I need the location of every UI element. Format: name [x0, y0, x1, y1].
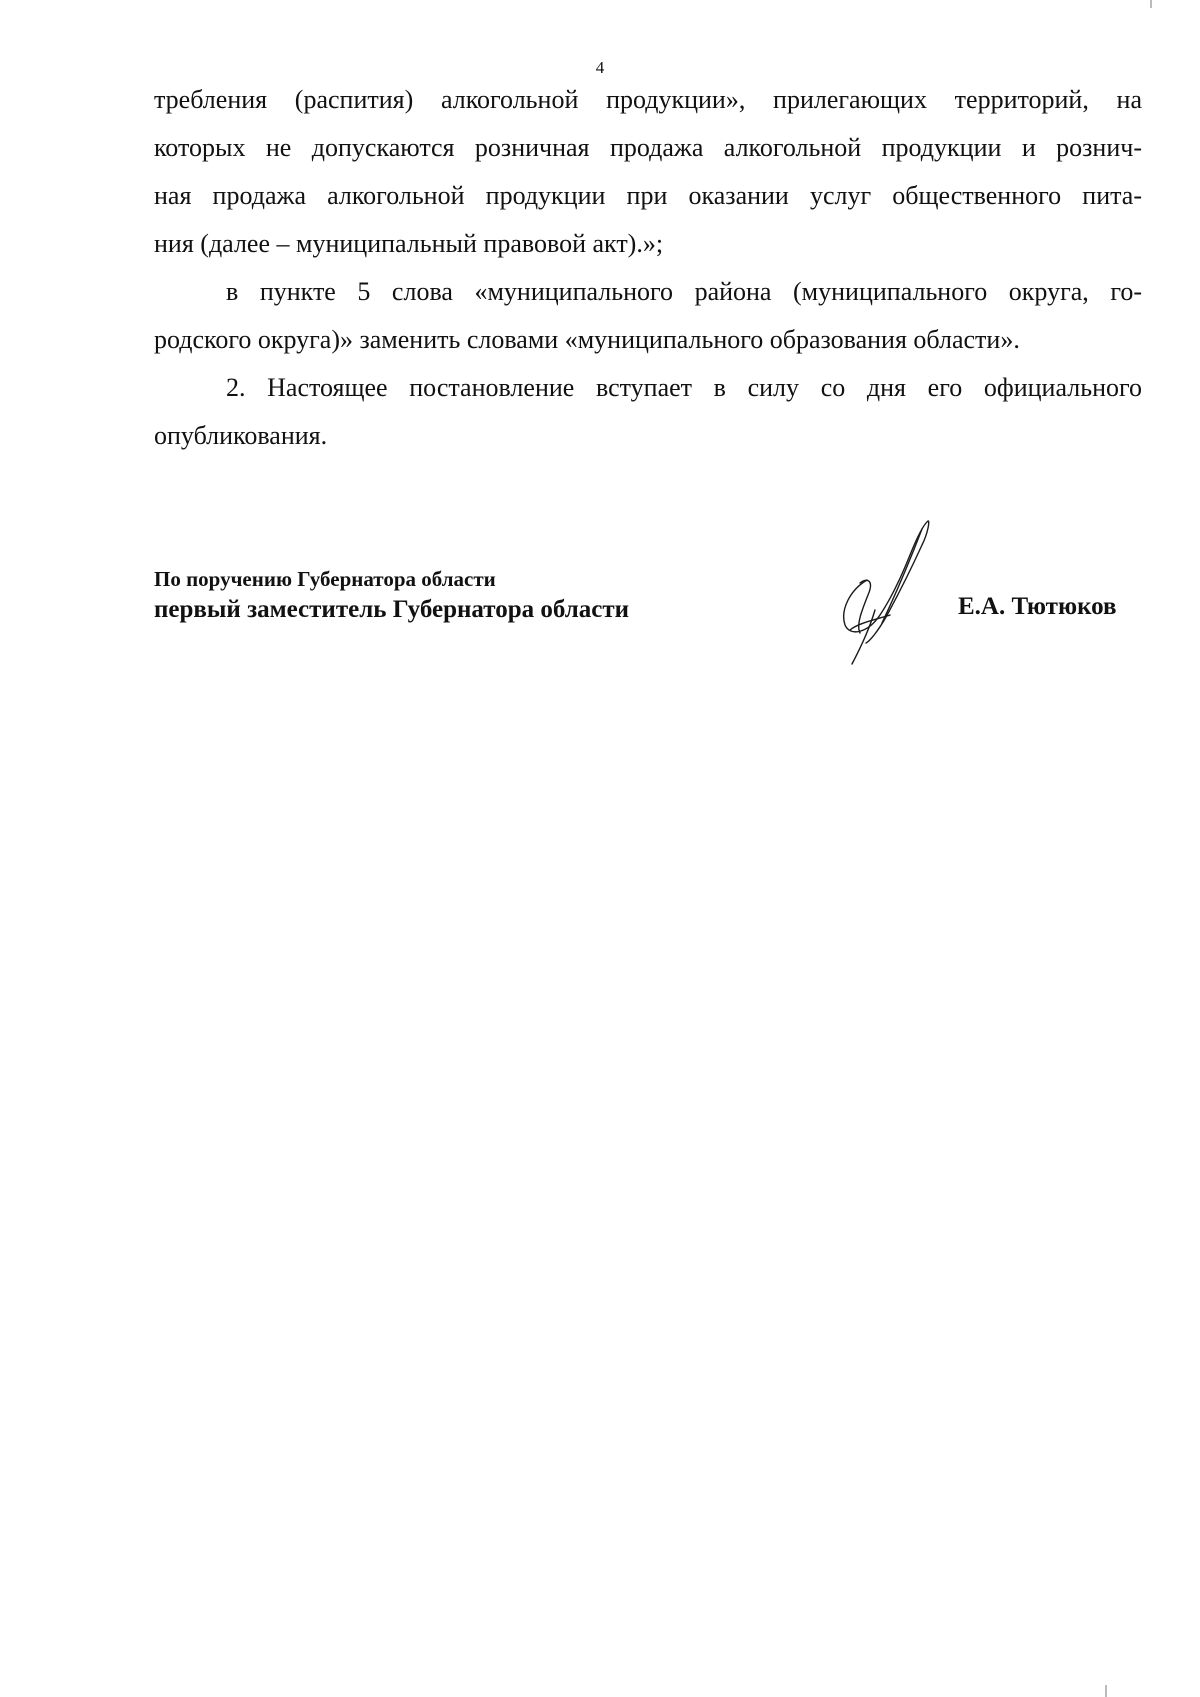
handwritten-signature [830, 515, 940, 665]
body-line: родского округа)» заменить словами «муниципального образования области». [154, 325, 1020, 354]
body-line: ния (далее – муниципальный правовой акт).»; [154, 229, 664, 258]
body-line: опубликования. [154, 421, 328, 450]
body-line: ная продажа алкогольной продукции при оказании услуг общественного пита- [154, 181, 1142, 210]
signatory-title-block [154, 565, 629, 627]
document-body [154, 76, 1142, 460]
body-line: 2. Настоящее постановление вступает в силу со дня его официального [226, 373, 1142, 402]
body-line: в пункте 5 слова «муниципального района (муниципального округа, го- [226, 277, 1142, 306]
body-line: требления (распития) алкогольной продукции», прилегающих территорий, на [154, 85, 1142, 114]
on-behalf-line: По поручению Губернатора области [154, 567, 496, 591]
page-number: 4 [595, 58, 605, 77]
signatory-name: Е.А. Тютюков [958, 593, 1117, 620]
signatory-position: первый заместитель Губернатора области [154, 596, 630, 623]
body-line: которых не допускаются розничная продажа алкогольной продукции и рознич- [154, 133, 1142, 162]
scan-mark [1105, 1685, 1107, 1697]
scan-mark [1150, 0, 1152, 8]
